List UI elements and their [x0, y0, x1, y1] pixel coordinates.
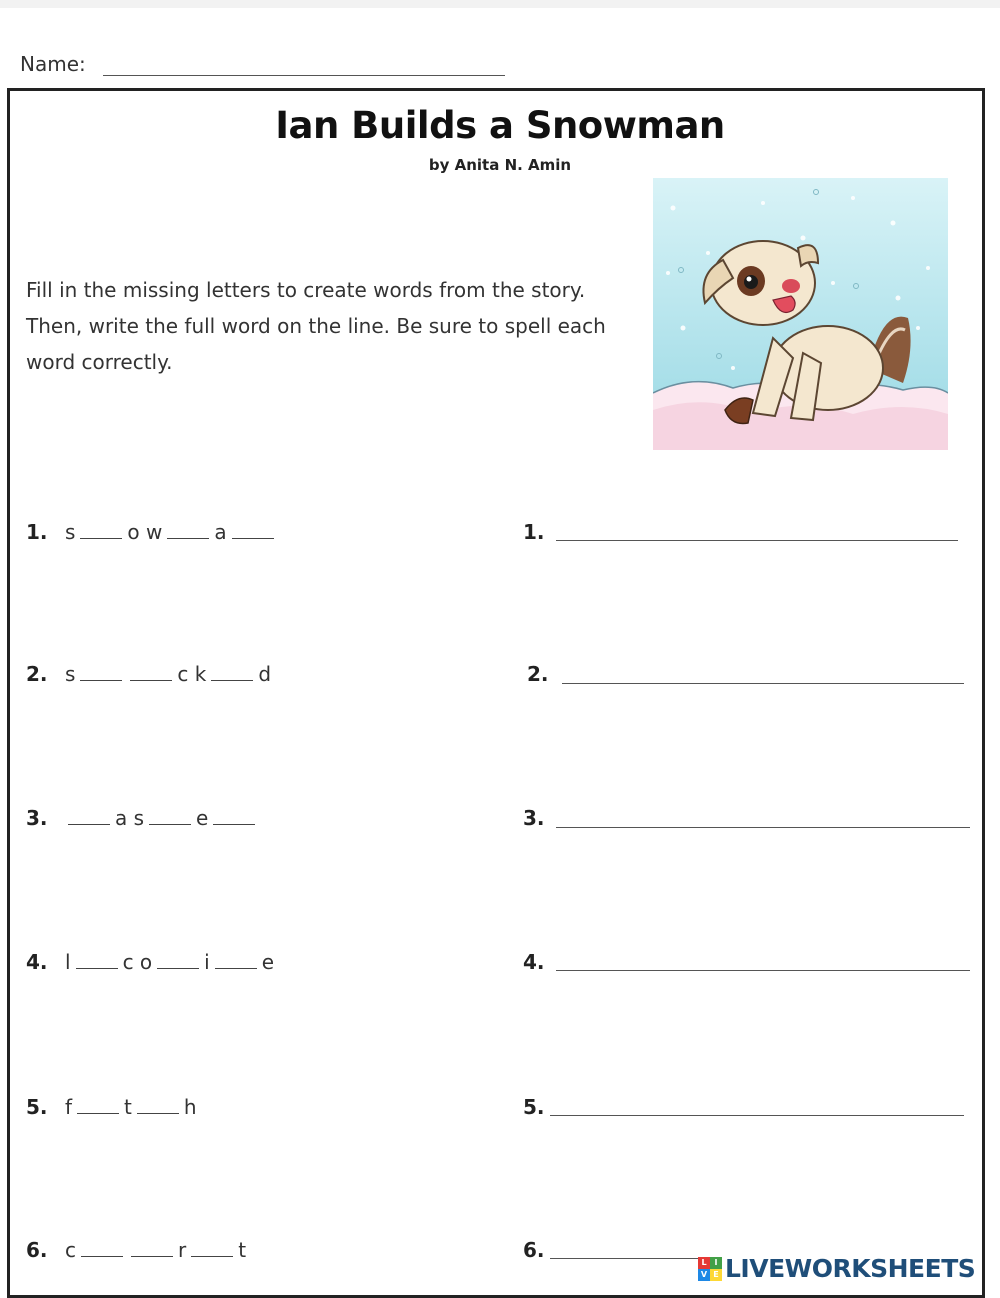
blank-slot[interactable]	[80, 524, 122, 539]
logo-tile: V	[698, 1269, 710, 1281]
letter: s	[65, 662, 76, 686]
blank-slot[interactable]	[191, 1242, 233, 1257]
question-5-number: 5.	[26, 1095, 48, 1119]
blank-slot[interactable]	[81, 1242, 123, 1257]
letter: o w	[127, 520, 163, 544]
blank-slot[interactable]	[76, 954, 118, 969]
letter: t	[124, 1095, 132, 1119]
answer-3-label	[523, 806, 553, 830]
answer-number: 3.	[523, 806, 545, 830]
blank-slot[interactable]	[137, 1099, 179, 1114]
answer-number: 1.	[523, 520, 545, 544]
question-4	[26, 950, 275, 974]
letter: a s	[115, 806, 145, 830]
answer-4-label	[523, 950, 553, 974]
logo-tile: L	[698, 1257, 710, 1269]
logo-tile: E	[710, 1269, 722, 1281]
answer-2-label	[527, 662, 557, 686]
blank-slot[interactable]	[130, 666, 172, 681]
letter: c	[65, 1238, 76, 1262]
puppy-in-snow-illustration	[653, 178, 948, 450]
name-label: Name:	[20, 52, 86, 76]
answer-number: 5.	[523, 1095, 545, 1119]
blank-slot[interactable]	[77, 1099, 119, 1114]
letter: l	[65, 950, 71, 974]
blank-slot[interactable]	[167, 524, 209, 539]
liveworksheets-logo-icon	[698, 1257, 722, 1281]
question-1	[26, 520, 278, 544]
worksheet-title: Ian Builds a Snowman	[275, 104, 725, 147]
letter: r	[178, 1238, 187, 1262]
question-5	[26, 1095, 198, 1119]
answer-5-line[interactable]	[550, 1115, 964, 1116]
letter: c o	[122, 950, 153, 974]
question-2	[26, 662, 272, 686]
answer-1-line[interactable]	[556, 540, 958, 541]
letter: d	[258, 662, 272, 686]
answer-5-label	[523, 1095, 553, 1119]
top-strip	[0, 0, 1000, 8]
blank-slot[interactable]	[213, 810, 255, 825]
question-2-number: 2.	[26, 662, 48, 686]
letter: s	[65, 520, 76, 544]
instructions-text: Fill in the missing letters to create words from the story. Then, write the full word on the line. Be sure to spell each word correctly.	[26, 278, 606, 374]
blank-slot[interactable]	[232, 524, 274, 539]
question-3	[26, 806, 259, 830]
answer-4-line[interactable]	[556, 970, 970, 971]
question-1-number: 1.	[26, 520, 48, 544]
question-4-number: 4.	[26, 950, 48, 974]
worksheet-byline: by Anita N. Amin	[428, 156, 572, 174]
letter: e	[196, 806, 209, 830]
answer-3-line[interactable]	[556, 827, 970, 828]
letter: h	[183, 1095, 197, 1119]
logo-tile: I	[710, 1257, 722, 1269]
letter: i	[204, 950, 210, 974]
blank-slot[interactable]	[80, 666, 122, 681]
liveworksheets-brand	[698, 1254, 975, 1283]
question-3-number: 3.	[26, 806, 48, 830]
blank-slot[interactable]	[215, 954, 257, 969]
letter: e	[261, 950, 275, 974]
question-6	[26, 1238, 247, 1262]
answer-2-line[interactable]	[562, 683, 964, 684]
answer-1-label	[523, 520, 553, 544]
letter: a	[214, 520, 227, 544]
letter: t	[238, 1238, 247, 1262]
answer-6-line[interactable]	[550, 1258, 700, 1259]
brand-text: LIVEWORKSHEETS	[725, 1254, 976, 1283]
letter: f	[65, 1095, 73, 1119]
name-input-line[interactable]	[103, 75, 505, 76]
blank-slot[interactable]	[68, 810, 110, 825]
blank-slot[interactable]	[131, 1242, 173, 1257]
answer-number: 2.	[527, 662, 549, 686]
blank-slot[interactable]	[211, 666, 253, 681]
blank-slot[interactable]	[149, 810, 191, 825]
answer-number: 6.	[523, 1238, 545, 1262]
answer-number: 4.	[523, 950, 545, 974]
question-6-number: 6.	[26, 1238, 48, 1262]
answer-6-label	[523, 1238, 553, 1262]
blank-slot[interactable]	[157, 954, 199, 969]
letter: c k	[177, 662, 207, 686]
